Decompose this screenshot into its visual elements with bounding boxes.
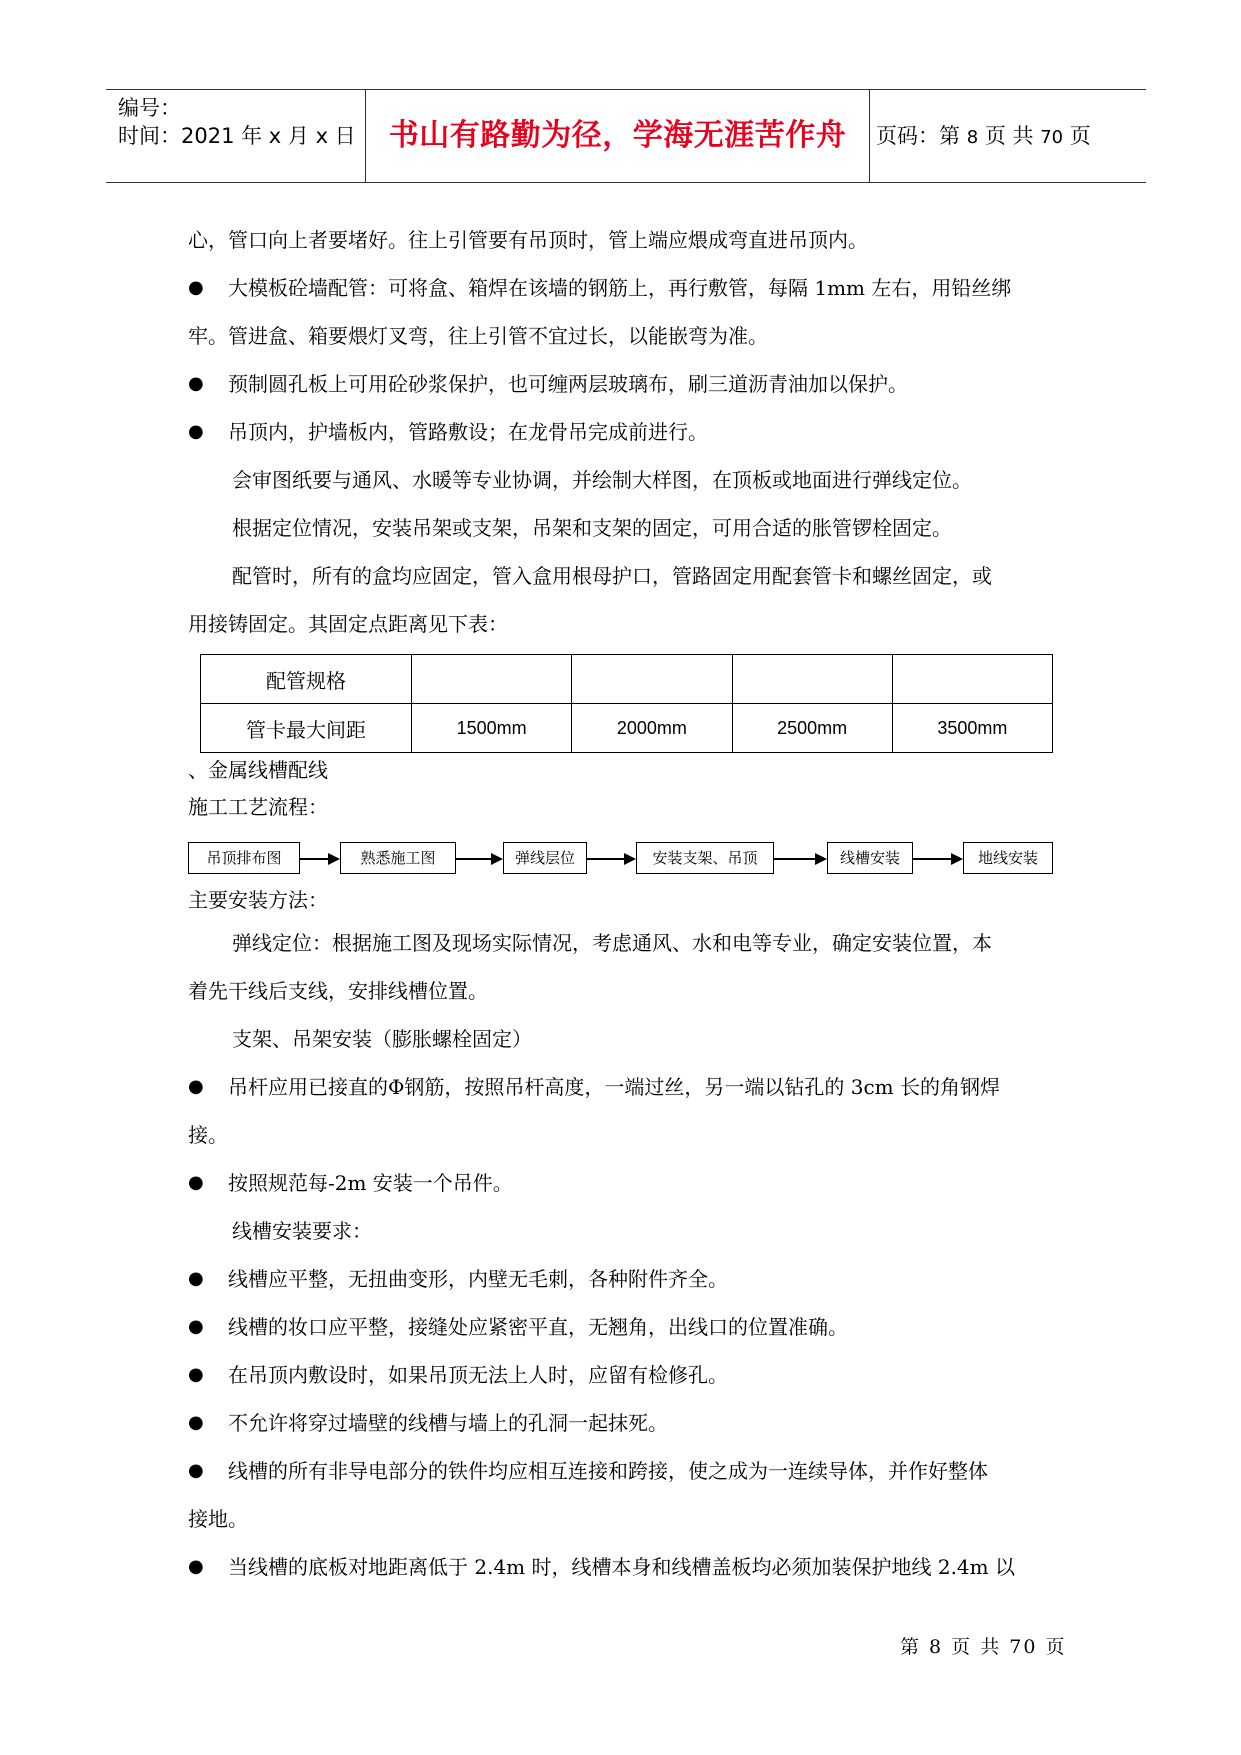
table-cell-label: 管卡最大间距	[201, 704, 412, 753]
section-heading-block	[188, 752, 1056, 826]
table-cell: 1500mm	[412, 704, 572, 753]
text-line-content: 大模板砼墙配管：可将盒、箱焊在该墙的钢筋上，再行敷管，每隔 1mm 左右，用铅丝绑	[228, 276, 1012, 300]
doc-time-label: 时间：2021 年 x 月 x 日	[118, 124, 356, 148]
text-line-content: 接地。	[188, 1507, 248, 1531]
flow-title: 施工工艺流程：	[188, 795, 328, 819]
page-prefix: 页码：第	[876, 124, 960, 148]
text-line	[188, 882, 1056, 919]
text-line	[188, 1015, 1056, 1063]
text-line-content: 线槽安装要求：	[232, 1219, 372, 1243]
bullet-icon: ●	[188, 1364, 204, 1385]
text-line	[188, 1159, 1056, 1207]
text-line-content: 当线槽的底板对地距离低于 2.4m 时，线槽本身和线槽盖板均必须加装保护地线 2.4m 以	[228, 1555, 1015, 1579]
text-line	[188, 1207, 1056, 1255]
text-line-content: 线槽应平整，无扭曲变形，内壁无毛刺，各种附件齐全。	[228, 1267, 728, 1291]
flow-arrow-icon	[913, 858, 961, 860]
text-line-content: 在吊顶内敷设时，如果吊顶无法上人时，应留有检修孔。	[228, 1363, 728, 1387]
text-line	[188, 360, 1056, 408]
text-line	[188, 600, 1056, 648]
text-line	[188, 1351, 1056, 1399]
section-title: 、金属线槽配线	[188, 758, 328, 782]
table-cell	[732, 655, 892, 704]
bullet-icon: ●	[188, 1172, 204, 1193]
text-line-content: 着先干线后支线，安排线槽位置。	[188, 979, 488, 1003]
page-header	[106, 89, 1146, 183]
bullet-icon: ●	[188, 373, 204, 394]
text-line-content: 吊杆应用已接直的Φ钢筋，按照吊杆高度，一端过丝，另一端以钻孔的 3cm 长的角钢焊	[228, 1075, 1001, 1099]
text-line	[188, 312, 1056, 360]
text-line-content: 预制圆孔板上可用砼砂浆保护，也可缠两层玻璃布，刷三道沥青油加以保护。	[228, 372, 908, 396]
text-line-content: 按照规范每-2m 安装一个吊件。	[228, 1171, 513, 1195]
flow-step-box: 吊顶排布图	[188, 842, 300, 874]
bullet-icon: ●	[188, 1316, 204, 1337]
text-line	[188, 1399, 1056, 1447]
page-number: 8	[966, 127, 979, 148]
text-line-content: 接。	[188, 1123, 228, 1147]
body-text-block-2	[188, 882, 1056, 1591]
flow-step-box: 安装支架、吊顶	[636, 842, 774, 874]
text-line	[188, 1543, 1056, 1591]
table-cell	[572, 655, 732, 704]
bullet-icon: ●	[188, 1268, 204, 1289]
text-line	[188, 919, 1056, 967]
page-total: 70	[1040, 127, 1064, 148]
doc-number-label: 编号：	[118, 96, 181, 120]
page-mid: 页 共	[984, 124, 1034, 148]
table-cell-label: 配管规格	[201, 655, 412, 704]
flow-arrow-icon	[300, 858, 338, 860]
text-line	[188, 1111, 1056, 1159]
text-line-content: 配管时，所有的盒均应固定，管入盒用根母护口，管路固定用配套管卡和螺丝固定，或	[232, 564, 992, 588]
text-line	[188, 1303, 1056, 1351]
text-line-content: 会审图纸要与通风、水暖等专业协调，并绘制大样图，在顶板或地面进行弹线定位。	[232, 468, 972, 492]
text-line-content: 线槽的妆口应平整，接缝处应紧密平直，无翘角，出线口的位置准确。	[228, 1315, 848, 1339]
table-cell: 2500mm	[732, 704, 892, 753]
text-line	[188, 264, 1056, 312]
table-cell: 3500mm	[892, 704, 1052, 753]
bullet-icon: ●	[188, 1076, 204, 1097]
table-cell	[412, 655, 572, 704]
text-line	[188, 456, 1056, 504]
header-meta	[118, 90, 368, 186]
text-line	[188, 1447, 1056, 1495]
text-line-content: 线槽的所有非导电部分的铁件均应相互连接和跨接，使之成为一连续导体，并作好整体	[228, 1459, 988, 1483]
text-line	[188, 552, 1056, 600]
bullet-icon: ●	[188, 421, 204, 442]
flow-arrow-icon	[774, 858, 825, 860]
text-line	[188, 1063, 1056, 1111]
body-text-block-1	[188, 216, 1056, 648]
flow-arrow-icon	[456, 858, 501, 860]
header-divider	[365, 90, 366, 182]
text-line-content: 牢。管进盒、箱要煨灯叉弯，往上引管不宜过长，以能嵌弯为准。	[188, 324, 768, 348]
text-line-content: 支架、吊架安装（膨胀螺栓固定）	[232, 1027, 532, 1051]
header-page-indicator	[876, 90, 1146, 182]
flow-step-box: 弹线层位	[503, 842, 587, 874]
text-line-content: 吊顶内，护墙板内，管路敷设；在龙骨吊完成前进行。	[228, 420, 708, 444]
text-line	[188, 504, 1056, 552]
pipe-clamp-spacing-table	[200, 654, 1053, 753]
text-line-content: 心，管口向上者要堵好。往上引管要有吊顶时，管上端应煨成弯直进吊顶内。	[188, 228, 868, 252]
header-divider	[869, 90, 870, 182]
bullet-icon: ●	[188, 1556, 204, 1577]
text-line	[188, 1495, 1056, 1543]
table-cell: 2000mm	[572, 704, 732, 753]
flow-step-box: 线槽安装	[827, 842, 913, 874]
flow-step-box: 熟悉施工图	[340, 842, 456, 874]
text-line	[188, 967, 1056, 1015]
text-line-content: 用接铸固定。其固定点距离见下表：	[188, 612, 508, 636]
flow-step-box: 地线安装	[963, 842, 1053, 874]
text-line-content: 弹线定位：根据施工图及现场实际情况，考虑通风、水和电等专业，确定安装位置，本	[232, 931, 992, 955]
table-row	[201, 704, 1053, 753]
process-flow-diagram	[188, 842, 1056, 876]
text-line-content: 根据定位情况，安装吊架或支架，吊架和支架的固定，可用合适的胀管锣栓固定。	[232, 516, 952, 540]
bullet-icon: ●	[188, 277, 204, 298]
table-row	[201, 655, 1053, 704]
text-line-content: 不允许将穿过墙壁的线槽与墙上的孔洞一起抹死。	[228, 1411, 668, 1435]
text-line	[188, 408, 1056, 456]
header-motto: 书山有路勤为径，学海无涯苦作舟	[388, 118, 847, 153]
page-footer: 第 8 页 共 70 页	[900, 1636, 1067, 1658]
text-line	[188, 216, 1056, 264]
page-suffix: 页	[1069, 124, 1091, 148]
text-line-content: 主要安装方法：	[188, 888, 328, 912]
flow-arrow-icon	[587, 858, 634, 860]
table-cell	[892, 655, 1052, 704]
bullet-icon: ●	[188, 1460, 204, 1481]
bullet-icon: ●	[188, 1412, 204, 1433]
text-line	[188, 1255, 1056, 1303]
